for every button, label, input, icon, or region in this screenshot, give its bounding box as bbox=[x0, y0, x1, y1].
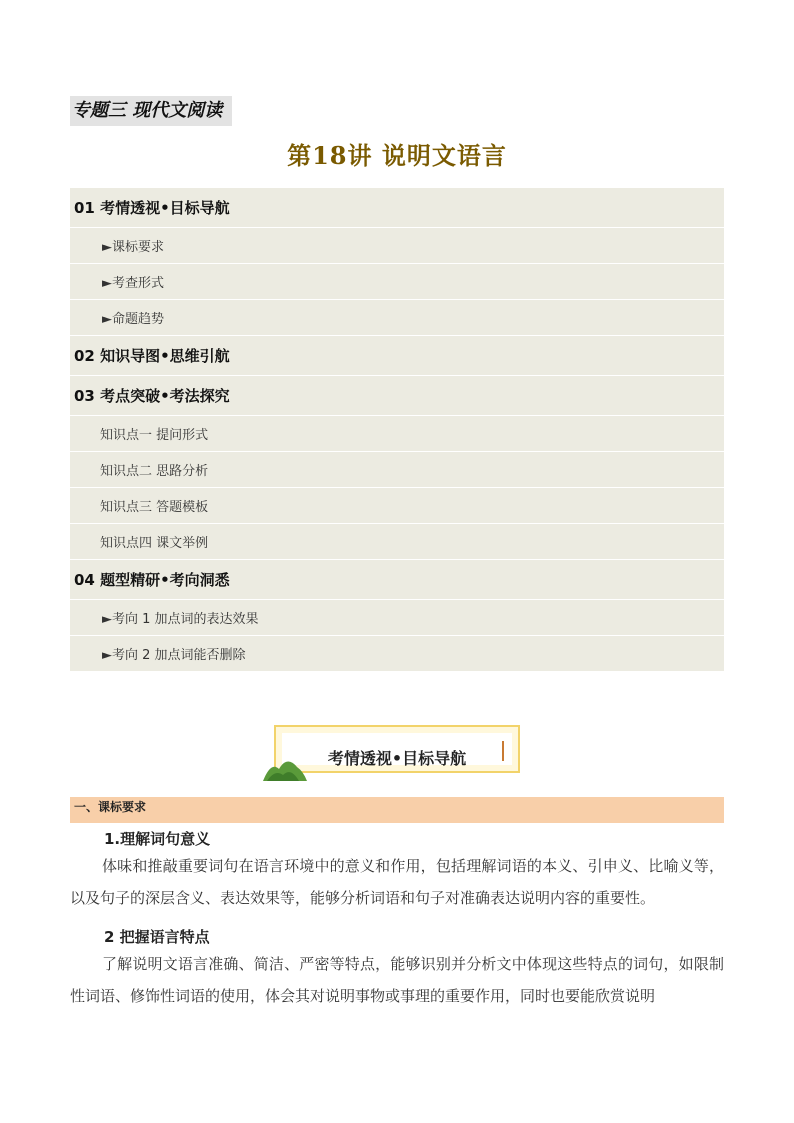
toc-item[interactable]: ►命题趋势 bbox=[70, 300, 724, 336]
toc-item[interactable]: 知识点四 课文举例 bbox=[70, 524, 724, 560]
lecture-title: 第18讲 说明文语言 bbox=[287, 141, 507, 170]
paragraph-2: 了解说明文语言准确、简洁、严密等特点，能够识别并分析文中体现这些特点的词句，如限制性词语、修饰性词语的使用，体会其对说明事物或事理的重要作用，同时也要能欣赏说明 bbox=[70, 955, 724, 1005]
toc-item[interactable]: 知识点二 思路分析 bbox=[70, 452, 724, 488]
subheading-2: 2 把握语言特点 bbox=[104, 928, 210, 946]
paragraph-1: 体味和推敲重要词句在语言环境中的意义和作用，包括理解词语的本义、引申义、比喻义等，以及句子的深层含义、表达效果等，能够分析词语和句子对准确表达说明内容的重要性。 bbox=[70, 857, 724, 907]
toc-section-4[interactable]: 04 题型精研•考向洞悉 bbox=[70, 560, 724, 600]
section-header: 一、课标要求 bbox=[70, 797, 724, 823]
banner-mark bbox=[502, 741, 504, 761]
toc-section-1[interactable]: 01 考情透视•目标导航 bbox=[70, 188, 724, 228]
toc-item[interactable]: ►课标要求 bbox=[70, 228, 724, 264]
toc-section-3[interactable]: 03 考点突破•考法探究 bbox=[70, 376, 724, 416]
toc-item[interactable]: 知识点三 答题模板 bbox=[70, 488, 724, 524]
topic-tag: 专题三 现代文阅读 bbox=[70, 96, 232, 126]
table-of-contents bbox=[70, 188, 724, 672]
toc-item[interactable]: ►考向 1 加点词的表达效果 bbox=[70, 600, 724, 636]
toc-item[interactable]: ►考查形式 bbox=[70, 264, 724, 300]
subheading-1: 1.理解词句意义 bbox=[104, 830, 211, 848]
toc-section-2[interactable]: 02 知识导图•思维引航 bbox=[70, 336, 724, 376]
hills-icon bbox=[263, 755, 307, 781]
section-banner bbox=[274, 725, 520, 773]
toc-item[interactable]: ►考向 2 加点词能否删除 bbox=[70, 636, 724, 672]
banner-title: 考情透视•目标导航 bbox=[327, 749, 467, 768]
toc-item[interactable]: 知识点一 提问形式 bbox=[70, 416, 724, 452]
